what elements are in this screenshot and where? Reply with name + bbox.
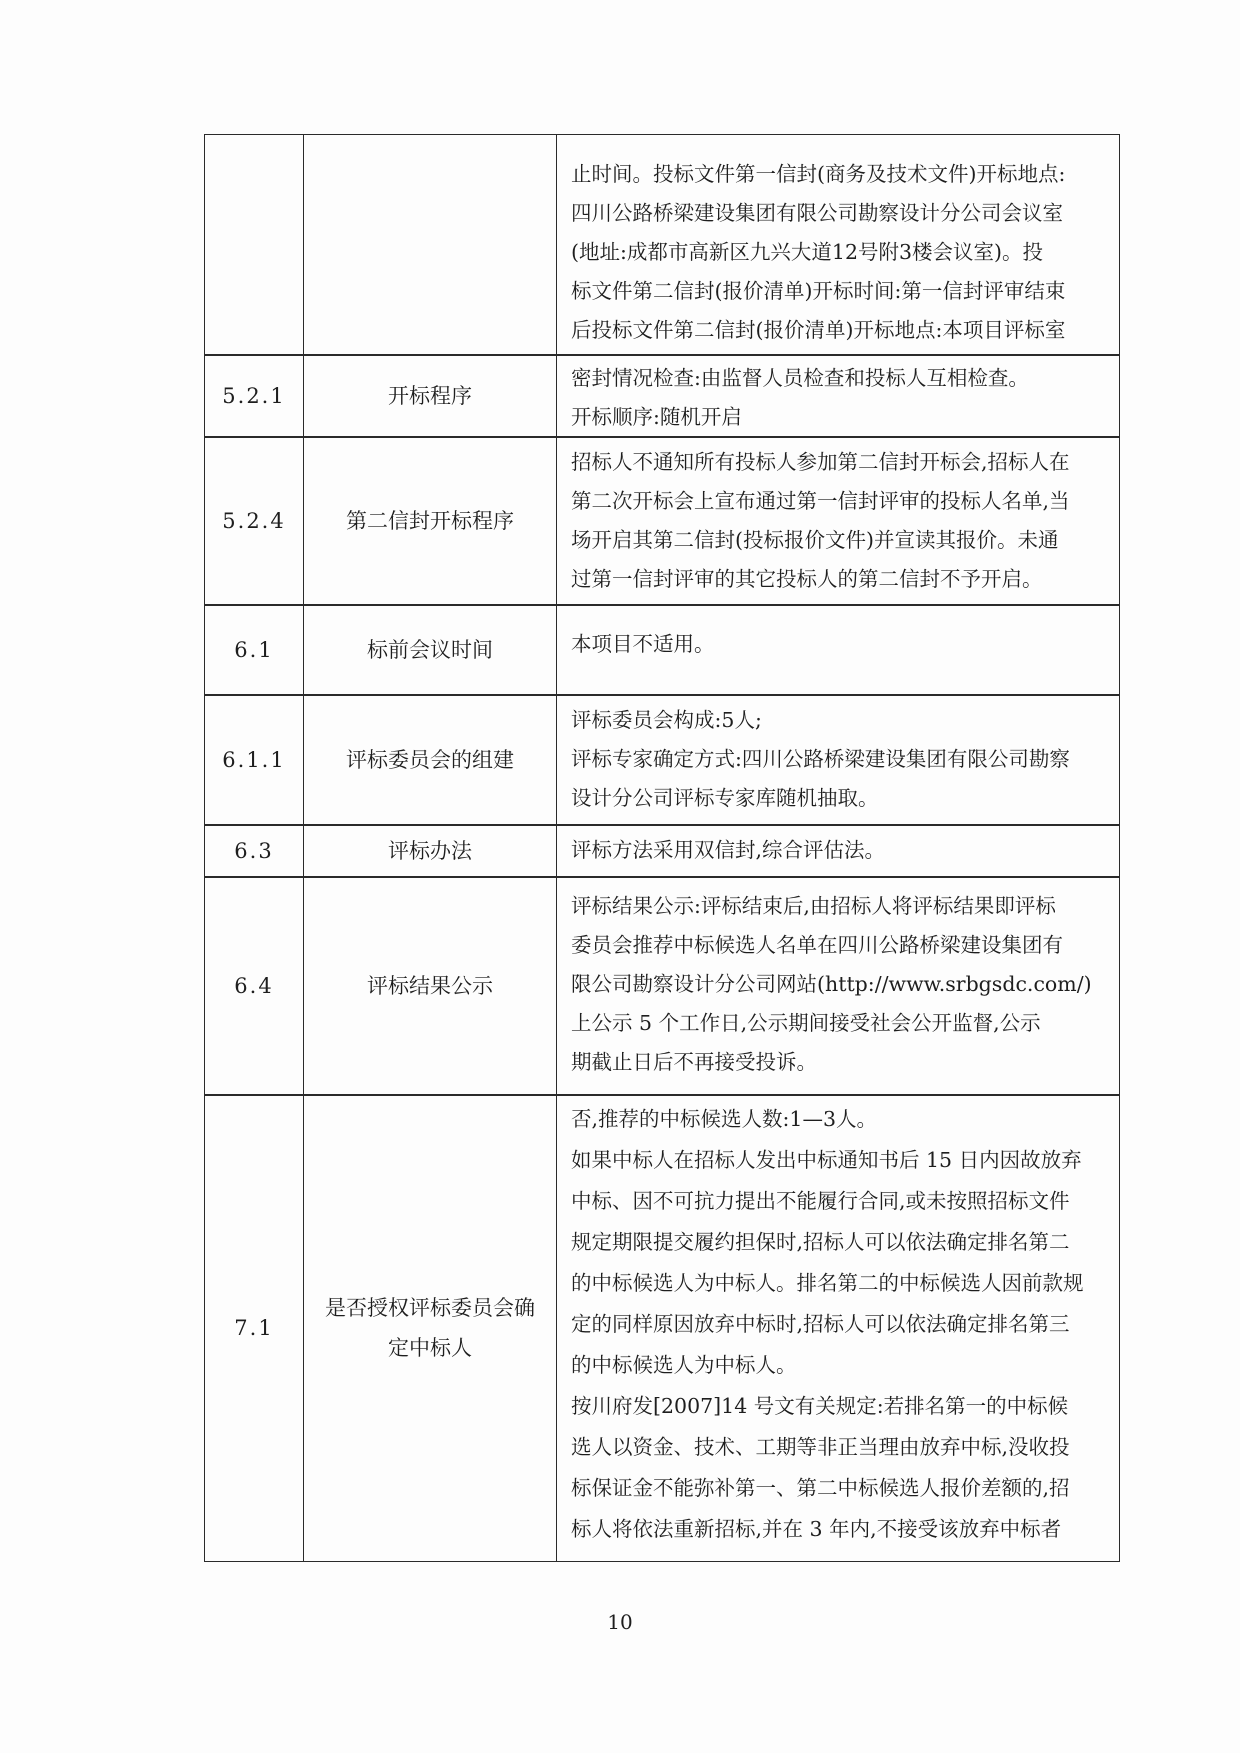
clause-number-cell [204, 824, 304, 878]
content-line: 标保证金不能弥补第一、第二中标候选人报价差额的,招 [571, 1476, 1070, 1500]
clause-name: 第二信封开标程序 [346, 509, 514, 533]
clause-number: 6.4 [234, 974, 274, 998]
table-row [204, 694, 1120, 826]
content-line: 的中标候选人为中标人。排名第二的中标候选人因前款规 [571, 1271, 1084, 1295]
clause-number: 7.1 [234, 1316, 274, 1340]
clause-number: 6.3 [234, 839, 274, 863]
content-line: 定的同样原因放弃中标时,招标人可以依法确定排名第三 [571, 1312, 1070, 1336]
clause-name-cell [303, 354, 557, 438]
content-line: 限公司勘察设计分公司网站(http://www.srbgsdc.com/) [571, 972, 1092, 996]
clause-content-cell [556, 134, 1120, 356]
clause-number-cell [204, 604, 304, 696]
content-line: 四川公路桥梁建设集团有限公司勘察设计分公司会议室 [571, 201, 1063, 225]
content-line: 选人以资金、技术、工期等非正当理由放弃中标,没收投 [571, 1435, 1070, 1459]
clause-name-cell [303, 694, 557, 826]
clause-number-cell [204, 694, 304, 826]
clause-number-cell [204, 1094, 304, 1562]
clause-name: 标前会议时间 [367, 638, 493, 662]
content-line: 上公示 5 个工作日,公示期间接受社会公开监督,公示 [571, 1011, 1041, 1035]
content-line: 开标顺序:随机开启 [571, 405, 742, 429]
content-line: 评标结果公示:评标结束后,由招标人将评标结果即评标 [571, 894, 1056, 918]
clause-content-cell [556, 694, 1120, 826]
table-row [204, 876, 1120, 1096]
clause-name: 是否授权评标委员会确定中标人 [325, 1296, 535, 1360]
clause-content-cell [556, 604, 1120, 696]
table-row [204, 134, 1120, 356]
clause-name-cell [303, 436, 557, 606]
clause-name: 评标委员会的组建 [346, 748, 514, 772]
content-line: 评标专家确定方式:四川公路桥梁建设集团有限公司勘察 [571, 747, 1070, 771]
content-line: 规定期限提交履约担保时,招标人可以依法确定排名第二 [571, 1230, 1070, 1254]
clause-name-cell [303, 824, 557, 878]
content-line: 中标、因不可抗力提出不能履行合同,或未按照招标文件 [571, 1189, 1070, 1213]
content-line: 本项目不适用。 [571, 632, 715, 656]
clause-name: 评标结果公示 [367, 974, 493, 998]
clause-name: 开标程序 [388, 384, 472, 408]
clause-number: 5.2.1 [222, 384, 286, 408]
clause-content-cell [556, 436, 1120, 606]
table-row [204, 1094, 1120, 1562]
content-line: 场开启其第二信封(投标报价文件)并宣读其报价。未通 [571, 528, 1059, 552]
clause-number: 5.2.4 [222, 509, 286, 533]
clause-number-cell [204, 134, 304, 356]
clause-number: 6.1 [234, 638, 274, 662]
content-line: 如果中标人在招标人发出中标通知书后 15 日内因故放弃 [571, 1148, 1082, 1172]
content-line: 评标委员会构成:5人; [571, 708, 762, 732]
clause-number-cell [204, 354, 304, 438]
content-line: 期截止日后不再接受投诉。 [571, 1050, 817, 1074]
content-line: 后投标文件第二信封(报价清单)开标地点:本项目评标室 [571, 318, 1066, 342]
content-line: 按川府发[2007]14 号文有关规定:若排名第一的中标候 [571, 1394, 1069, 1418]
clause-name: 评标办法 [388, 839, 472, 863]
content-line: 否,推荐的中标候选人数:1—3人。 [571, 1107, 878, 1131]
content-line: 密封情况检查:由监督人员检查和投标人互相检查。 [571, 366, 1029, 390]
clause-content-cell [556, 876, 1120, 1096]
page-number: 10 [607, 1610, 633, 1634]
clause-name-cell [303, 876, 557, 1096]
clause-content-cell [556, 1094, 1120, 1562]
content-line: 第二次开标会上宣布通过第一信封评审的投标人名单,当 [571, 489, 1070, 513]
content-line: 止时间。投标文件第一信封(商务及技术文件)开标地点: [571, 162, 1066, 186]
clause-name-cell [303, 134, 557, 356]
content-line: 招标人不通知所有投标人参加第二信封开标会,招标人在 [571, 450, 1070, 474]
table-row [204, 604, 1120, 696]
clause-content-cell [556, 824, 1120, 878]
clause-name-cell [303, 1094, 557, 1562]
clause-name-cell [303, 604, 557, 696]
content-line: 标文件第二信封(报价清单)开标时间:第一信封评审结束 [571, 279, 1066, 303]
content-line: 评标方法采用双信封,综合评估法。 [571, 838, 886, 862]
clause-number: 6.1.1 [222, 748, 286, 772]
clause-number-cell [204, 876, 304, 1096]
clause-content-cell [556, 354, 1120, 438]
content-line: (地址:成都市高新区九兴大道12号附3楼会议室)。投 [571, 240, 1044, 264]
table-row [204, 824, 1120, 878]
content-line: 过第一信封评审的其它投标人的第二信封不予开启。 [571, 567, 1043, 591]
clause-number-cell [204, 436, 304, 606]
content-line: 设计分公司评标专家库随机抽取。 [571, 786, 879, 810]
content-line: 标人将依法重新招标,并在 3 年内,不接受该放弃中标者 [571, 1517, 1062, 1541]
content-line: 委员会推荐中标候选人名单在四川公路桥梁建设集团有 [571, 933, 1063, 957]
table-row [204, 436, 1120, 606]
table-row [204, 354, 1120, 438]
content-line: 的中标候选人为中标人。 [571, 1353, 797, 1377]
